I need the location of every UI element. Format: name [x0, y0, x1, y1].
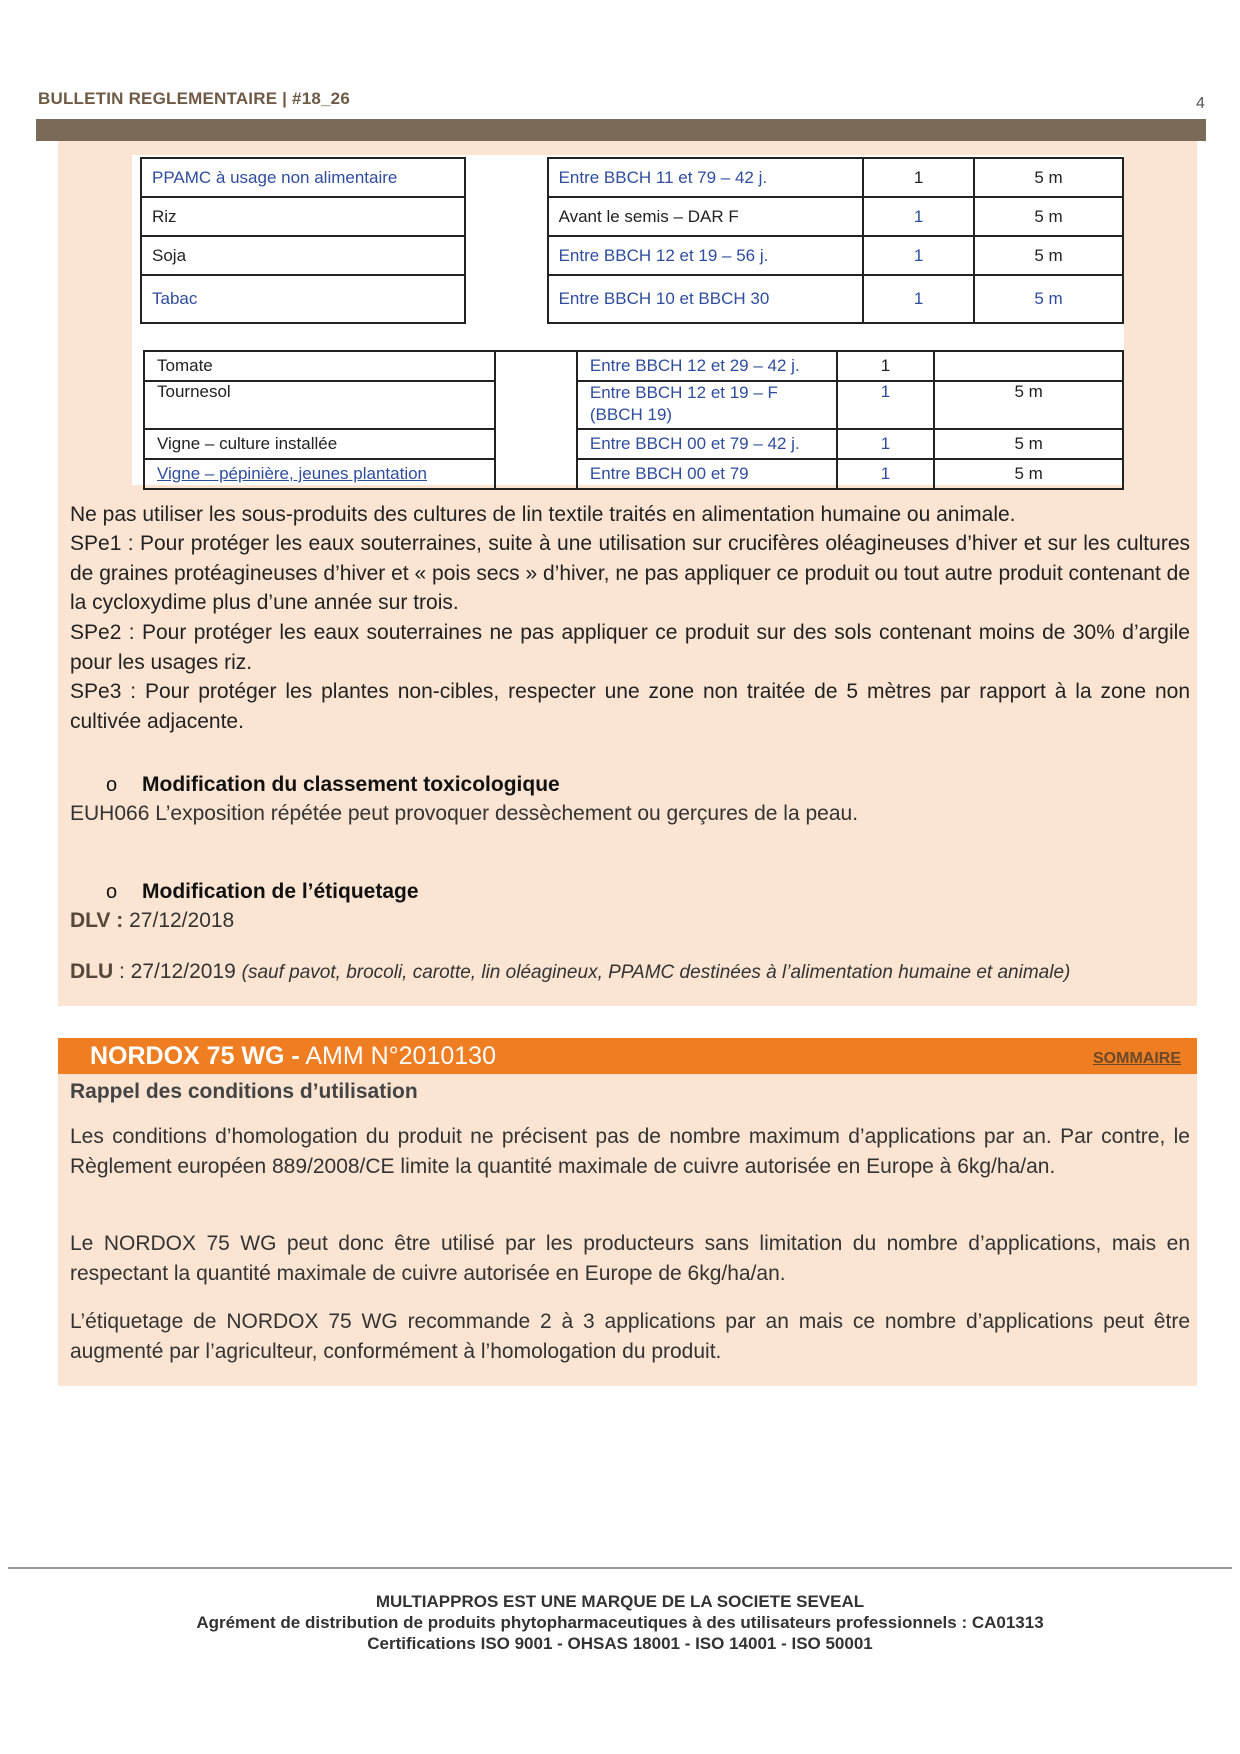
footer-divider [8, 1567, 1232, 1569]
dlu-value: : 27/12/2019 [119, 960, 236, 983]
stage-cell: Entre BBCH 10 et BBCH 30 [548, 275, 863, 323]
paragraph-lin: Ne pas utiliser les sous-produits des cultures de lin textile traités en alimentation humaine ou animale. [70, 503, 1016, 526]
footer-certifications: Certifications ISO 9001 - OHSAS 18001 - ISO 14001 - ISO 50001 [367, 1634, 873, 1653]
table-row [144, 381, 1123, 429]
applications-cell: 1 [837, 351, 935, 381]
subsection-title: Modification de l’étiquetage [142, 880, 419, 903]
page-number: 4 [1196, 95, 1205, 112]
dlv-line [70, 909, 234, 933]
table-row [144, 351, 1123, 381]
nordox-paragraph-2: Le NORDOX 75 WG peut donc être utilisé par les producteurs sans limitation du nombre d’applications, mais en respectant la quantité maximale de cuivre autorisée en Europe de 6kg/ha/an. [70, 1232, 1190, 1285]
usage-table-bottom [143, 350, 1124, 490]
nordox-panel [58, 1074, 1197, 1386]
crop-cell: Tomate [144, 351, 495, 381]
table-row [144, 429, 1123, 459]
znt-cell: 5 m [934, 381, 1123, 429]
crop-cell: Tabac [141, 275, 465, 323]
stage-line-1: Entre BBCH 12 et 19 – F [589, 383, 778, 402]
table-row [141, 158, 1123, 197]
dlu-note: (sauf pavot, brocoli, carotte, lin oléagineux, PPAMC destinées à l’alimentation humaine et animale) [241, 962, 1071, 983]
crop-cell: Soja [141, 236, 465, 275]
paragraph-spe2: SPe2 : Pour protéger les eaux souterraines ne pas appliquer ce produit sur des sols contenant moins de 30% d’argile pour les usages riz. [70, 621, 1190, 674]
applications-cell: 1 [863, 236, 974, 275]
conditions-heading: Rappel des conditions d’utilisation [70, 1080, 418, 1103]
stage-cell: Entre BBCH 12 et 29 – 42 j. [577, 351, 837, 381]
bullet-icon: o [106, 774, 118, 796]
znt-cell: 5 m [934, 429, 1123, 459]
applications-cell: 1 [863, 197, 974, 236]
sommaire-link[interactable]: SOMMAIRE [1093, 1050, 1181, 1067]
stage-cell: Entre BBCH 11 et 79 – 42 j. [548, 158, 863, 197]
znt-cell [934, 351, 1123, 381]
znt-cell: 5 m [974, 275, 1123, 323]
crop-cell: Vigne – culture installée [144, 429, 495, 459]
table-row [141, 236, 1123, 275]
stage-cell: Entre BBCH 00 et 79 [577, 459, 837, 489]
paragraph-spe1: SPe1 : Pour protéger les eaux souterraines, suite à une utilisation sur crucifères oléagineuses d’hiver et sur les cultures de graines protéagineuses d’hiver et « pois secs » d’hiver, ne pas appliquer ce produit ou tout autre produit contenant de la cycloxydime plus d’une année sur trois. [70, 532, 1190, 614]
nordox-paragraph-3: L’étiquetage de NORDOX 75 WG recommande 2 à 3 applications par an mais ce nombre d’applications peut être augmenté par l’agriculteur, conformément à l’homologation du produit. [70, 1310, 1190, 1363]
bullet-icon: o [106, 881, 118, 903]
crop-cell: Riz [141, 197, 465, 236]
crop-cell [141, 158, 465, 197]
table-row [141, 275, 1123, 323]
amm-number: AMM N°2010130 [305, 1042, 496, 1070]
znt-cell: 5 m [974, 158, 1123, 197]
product-name: NORDOX 75 WG - [90, 1042, 300, 1070]
section-header-nordox [58, 1038, 1197, 1074]
applications-cell: 1 [863, 158, 974, 197]
table-row [144, 459, 1123, 489]
dlv-label: DLV : [70, 909, 124, 932]
crop-label: PPAMC à usage non alimentaire [152, 167, 398, 187]
znt-cell: 5 m [934, 459, 1123, 489]
paragraph-spe3: SPe3 : Pour protéger les plantes non-cibles, respecter une zone non traitée de 5 mètres par rapport à la zone non cultivée adjacente. [70, 680, 1190, 733]
stage-line-2: (BBCH 19) [589, 405, 673, 424]
dlu-label: DLU [70, 960, 114, 983]
crop-cell: Vigne – pépinière, jeunes plantation [144, 459, 495, 489]
stage-cell [577, 381, 837, 429]
footer-agrement: Agrément de distribution de produits phytopharmaceutiques à des utilisateurs professionnels : CA01313 [196, 1613, 1044, 1632]
content-panel [58, 141, 1197, 1006]
applications-cell: 1 [837, 459, 935, 489]
crop-cell: Tournesol [144, 381, 495, 429]
section-title [90, 1042, 496, 1071]
dlu-line [70, 960, 1070, 984]
applications-cell: 1 [837, 381, 935, 429]
subsection-toxicology [106, 773, 560, 797]
dlv-value: 27/12/2018 [129, 909, 235, 932]
euh-statement: EUH066 L’exposition répétée peut provoquer dessèchement ou gerçures de la peau. [70, 802, 859, 825]
table-row [141, 197, 1123, 236]
subsection-labelling [106, 880, 419, 904]
stage-cell: Avant le semis – DAR F [548, 197, 863, 236]
applications-cell: 1 [837, 429, 935, 459]
stage-cell: Entre BBCH 12 et 19 – 56 j. [548, 236, 863, 275]
znt-cell: 5 m [974, 197, 1123, 236]
znt-cell: 5 m [974, 236, 1123, 275]
applications-cell: 1 [863, 275, 974, 323]
stage-cell: Entre BBCH 00 et 79 – 42 j. [577, 429, 837, 459]
subsection-title: Modification du classement toxicologique [142, 773, 560, 796]
header-bar [36, 119, 1206, 141]
usage-table-top [140, 157, 1124, 324]
nordox-paragraph-1: Les conditions d’homologation du produit ne précisent pas de nombre maximum d’applications par an. Par contre, le Règlement européen 889/2008/CE limite la quantité maximale de cuivre autorisée en Europe à 6kg/ha/an. [70, 1125, 1190, 1178]
usage-table-image [132, 155, 1124, 485]
footer-brand: MULTIAPPROS EST UNE MARQUE DE LA SOCIETE SEVEAL [375, 1592, 865, 1611]
page-header-title: BULLETIN REGLEMENTAIRE | #18_26 [38, 89, 350, 108]
